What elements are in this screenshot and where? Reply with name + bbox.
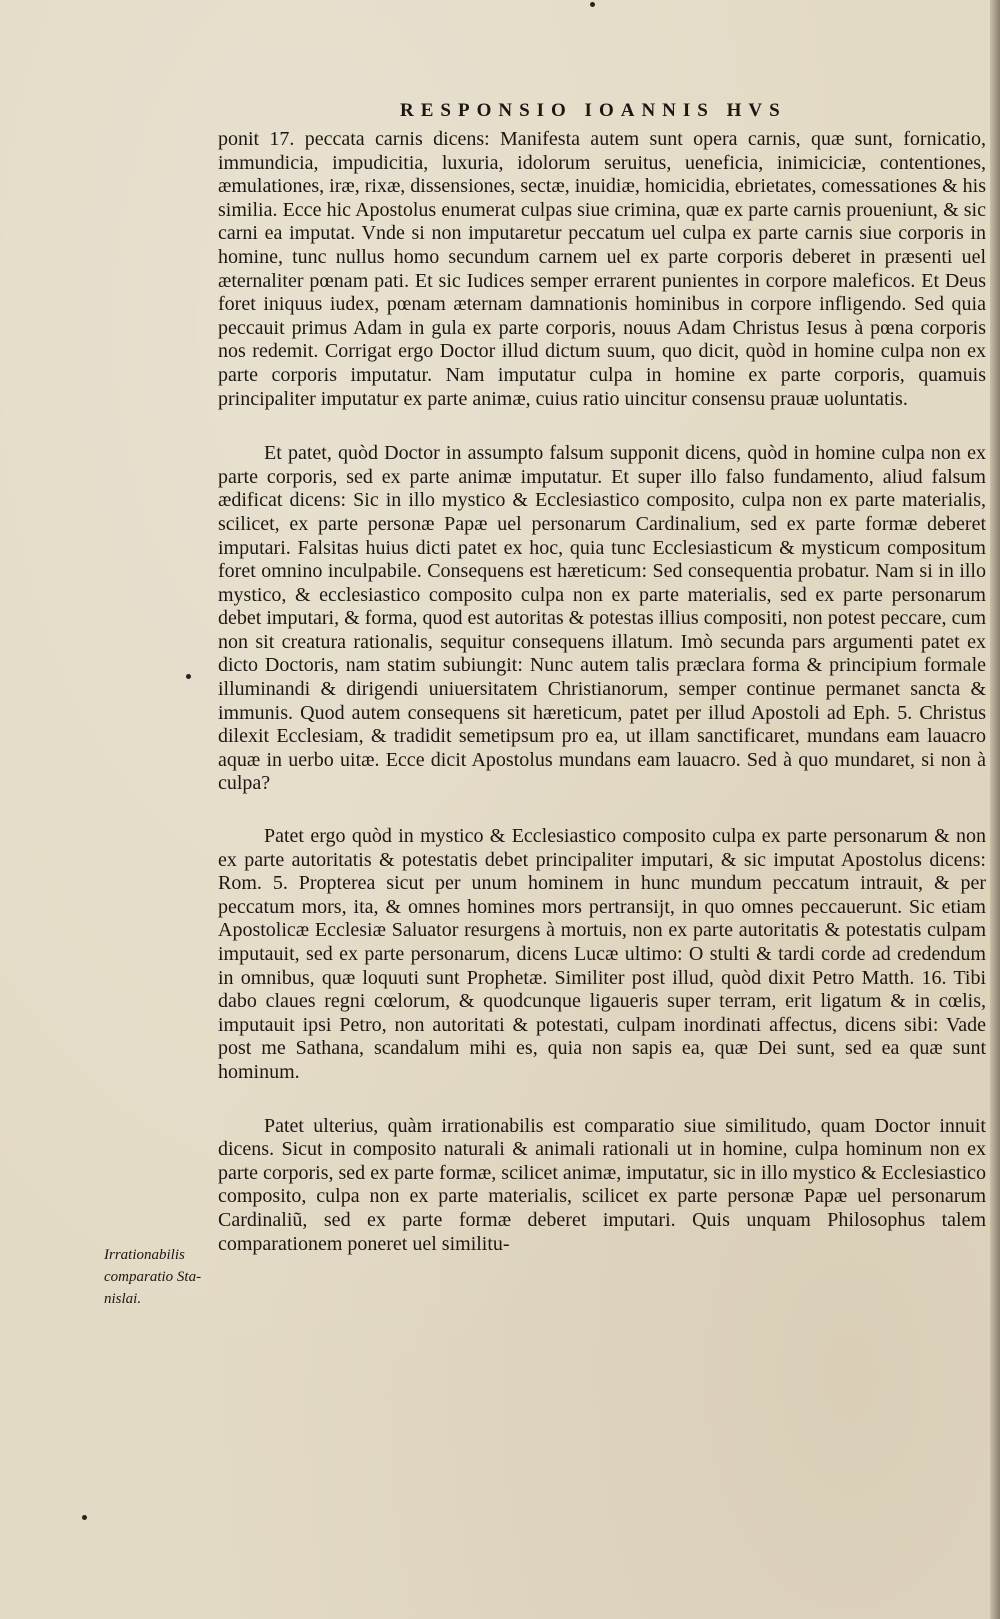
paragraph-2: Et patet, quòd Doctor in assumpto falsum supponit dicens, quòd in homine culpa non ex parte corporis, sed ex parte animæ imputatur. Et super illo falso fundamento, aliud falsum ædificat dicens: Sic in illo mystico & Ecclesiastico composito, culpa non ex parte materialis, scilicet, ex parte personæ Papæ uel personarum Cardinalium, sed ex parte formæ deberet imputari. Falsitas huius dicti patet ex hoc, quia tunc Ecclesiasticum & mysticum compositum foret omnino inculpabile. Consequens est hæreticum: Sed consequentia probatur. Nam si in illo mystico, & ecclesiastico composito culpa non ex parte materialis, sed ex parte personarum debet imputari, & forma, quod est autoritas & potestas illius compositi, non potest peccare, cum non sit creatura rationalis, sequitur consequens illatum. Imò secunda pars argumenti patet ex dicto Doctoris, nam statim subiungit: Nunc autem talis præclara forma & principium formale illuminandi & dirigendi uniuersitatem Christianorum, semper continue permanet sancta & immunis. Quod autem consequens sit hæreticum, patet per illud Apostoli ad Eph. 5. Christus dilexit Ecclesiam, & tradidit semetipsum pro ea, ut illam sanctificaret, mundans eam lauacro aquæ in uerbo uitæ. Ecce dicit Apostolus mundans eam lauacro. Sed à quo mundaret, si non à culpa? (218, 442, 986, 795)
marginal-note-line: nislai. (104, 1291, 142, 1307)
marginal-note-line: comparatio Sta- (104, 1269, 202, 1285)
ink-speck (82, 1515, 87, 1520)
paragraph-4: Patet ulterius, quàm irrationabilis est comparatio siue similitudo, quam Doctor innuit dicens. Sicut in composito naturali & animali rationali ut in homine, culpa hominum non ex parte corporis, sed ex parte formæ, scilicet animæ, imputatur, sic in illo mystico & Ecclesiastico composito, culpa non ex parte materialis, scilicet ex parte personæ Papæ uel personarum Cardinaliũ, sed ex parte formæ deberet imputari. Quis unquam Philosophus talem comparationem poneret uel similitu- (218, 1114, 986, 1255)
running-header: RESPONSIO IOANNIS HVS (400, 100, 787, 121)
marginal-note (104, 1244, 219, 1310)
page-gutter-shadow (990, 0, 1000, 1619)
ink-speck (186, 674, 191, 679)
paragraph-3: Patet ergo quòd in mystico & Ecclesiastico composito culpa ex parte personarum & non ex parte autoritatis & potestatis debet principaliter imputari, & sic imputat Apostolus dicens: Rom. 5. Propterea sicut per unum hominem in hunc mundum peccatum intrauit, & per peccatum mors, ita, & omnes homines mors pertransijt, in quo omnes peccauerunt. Sic etiam Apostolicæ Ecclesiæ Saluator resurgens à mortuis, non ex parte autoritatis & potestatis culpam imputauit, sed ex parte personarum, dicens Lucæ ultimo: O stulti & tardi corde ad credendum in omnibus, quæ loquuti sunt Prophetæ. Similiter post illud, quòd dixit Petro Matth. 16. Tibi dabo claues regni cœlorum, & quodcunque ligaueris super terram, erit ligatum & in cœlis, imputauit ipsi Petro, non autoritati & potestati, culpam inordinati affectus, dicens sibi: Vade post me Sathana, scandalum mihi es, quia non sapis ea, quæ Dei sunt, sed ea quæ sunt hominum. (218, 825, 986, 1083)
marginal-note-line: Irrationabilis (104, 1247, 185, 1263)
ink-speck (590, 2, 595, 7)
main-text-block (218, 128, 986, 1256)
paragraph-1: ponit 17. peccata carnis dicens: Manifesta autem sunt opera carnis, quæ sunt, fornicatio, immundicia, impudicitia, luxuria, idolorum seruitus, ueneficia, inimiciciæ, contentiones, æmulationes, iræ, rixæ, dissensiones, sectæ, inuidiæ, homicidia, ebrietates, comessationes & his similia. Ecce hic Apostolus enumerat culpas siue crimina, quæ ex parte carnis proueniunt, & sic carni ea imputat. Vnde si non imputaretur peccatum uel culpa ex parte carnis siue corporis in homine, tunc nullus homo secundum carnem uel ex parte corporis deberet in præsenti uel æternaliter pœnam pati. Et sic Iudices semper errarent punientes in corpore maleficos. Et Deus foret iniquus iudex, pœnam æternam damnationis hominibus in corpore infligendo. Sed quia peccauit primus Adam in gula ex parte corporis, nouus Adam Christus Iesus à pœna corporis nos redemit. Corrigat ergo Doctor illud dictum suum, quo dicit, quòd in homine culpa non ex parte corporis imputatur. Nam imputatur culpa in homine ex parte corporis, quamuis principaliter imputatur ex parte animæ, cuius ratio uincitur consensu prauæ uoluntatis. (218, 128, 986, 410)
